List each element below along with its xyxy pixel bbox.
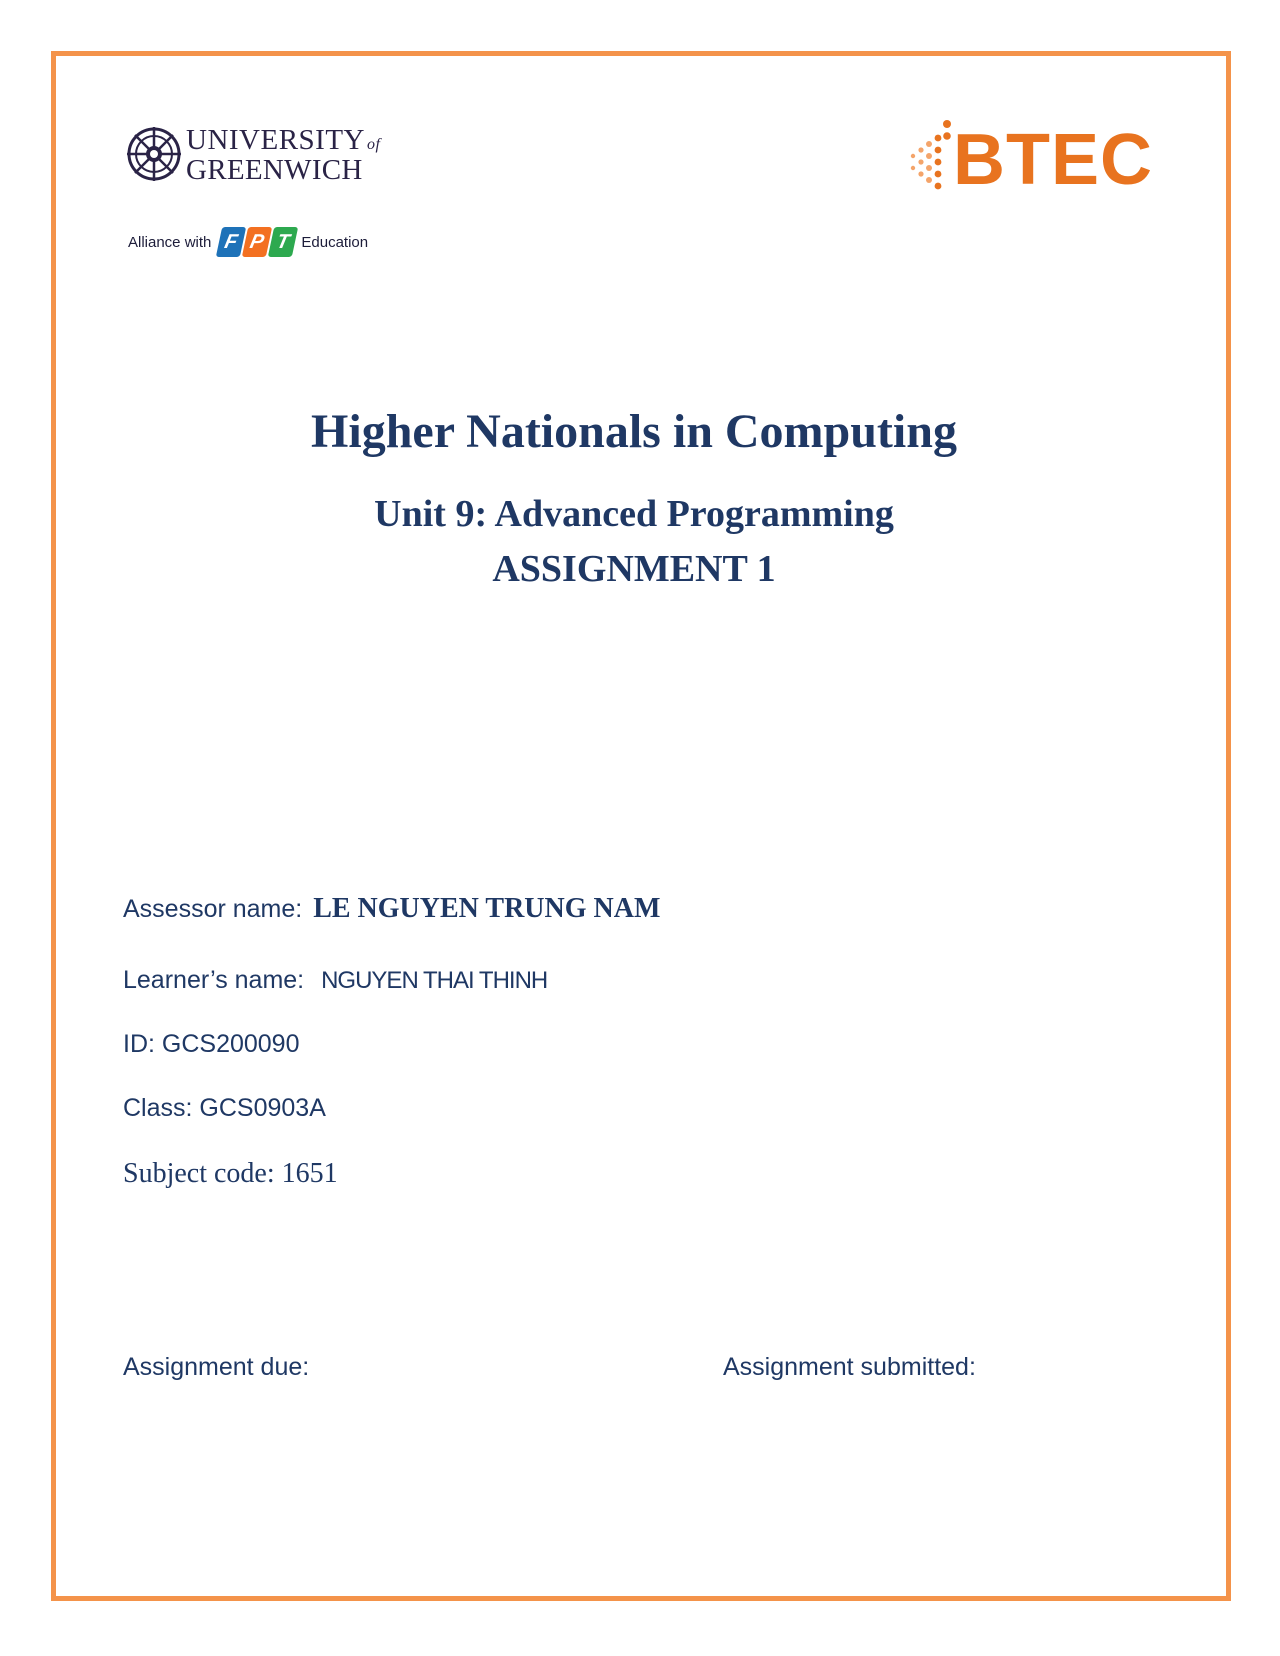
university-logo-line2: GREENWICH bbox=[186, 154, 363, 186]
student-id-line: ID: GCS200090 bbox=[123, 1030, 300, 1058]
fpt-tile-t: T bbox=[268, 227, 298, 257]
unit-title: Unit 9: Advanced Programming bbox=[374, 493, 894, 535]
assessor-value: LE NGUYEN TRUNG NAM bbox=[313, 893, 661, 924]
fpt-logo-tiles bbox=[219, 227, 297, 257]
assignment-title: ASSIGNMENT 1 bbox=[492, 548, 776, 590]
learner-name-line bbox=[123, 965, 547, 996]
learner-label: Learner’s name: bbox=[123, 966, 305, 994]
alliance-prefix: Alliance with bbox=[128, 233, 212, 251]
university-of-greenwich-logo bbox=[126, 124, 381, 194]
alliance-suffix: Education bbox=[301, 233, 369, 251]
assessor-label: Assessor name: bbox=[123, 895, 303, 923]
fpt-tile-p: P bbox=[242, 227, 272, 257]
btec-logo-text: BTEC bbox=[953, 120, 1153, 200]
fpt-alliance-logo bbox=[128, 224, 368, 260]
university-logo-line1: UNIVERSITY bbox=[186, 124, 365, 156]
subject-code-line: Subject code: 1651 bbox=[123, 1158, 338, 1189]
btec-logo bbox=[905, 116, 1155, 198]
university-crest-icon bbox=[126, 126, 182, 182]
document-title: Higher Nationals in Computing bbox=[311, 405, 957, 458]
learner-value: NGUYEN THAI THINH bbox=[321, 967, 548, 994]
class-line: Class: GCS0903A bbox=[123, 1094, 326, 1122]
assignment-due-label: Assignment due: bbox=[123, 1353, 310, 1381]
fpt-tile-f: F bbox=[216, 227, 246, 257]
assessor-name-line bbox=[123, 892, 660, 926]
assignment-submitted-label: Assignment submitted: bbox=[723, 1353, 976, 1381]
university-logo-of: of bbox=[367, 136, 381, 153]
